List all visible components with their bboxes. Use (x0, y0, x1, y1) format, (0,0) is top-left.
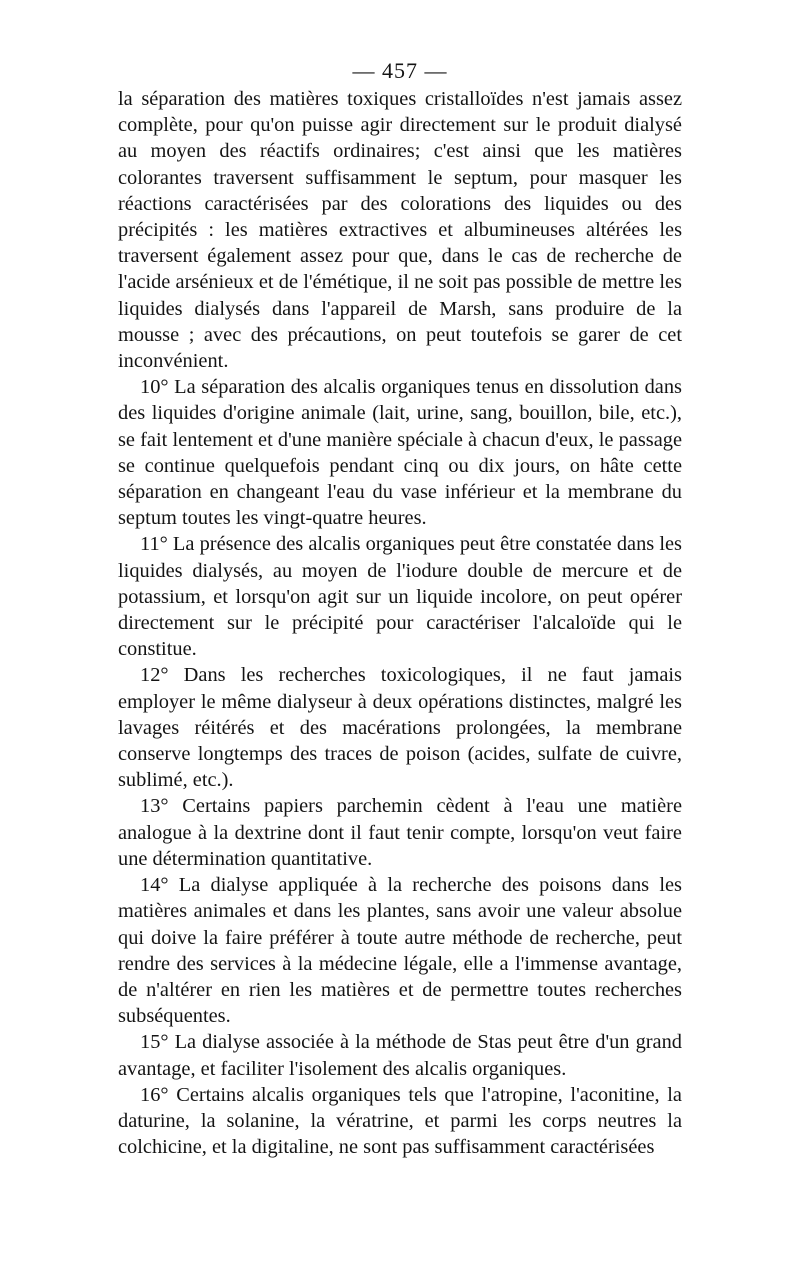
paragraph-12: 12° Dans les recherches toxicologiques, il ne faut jamais employer le même dialyseur à deux opérations distinctes, malgré les lavages réitérés et des macérations prolongées, la membrane conserve longtemps des traces de poison (acides, sulfate de cuivre, sublimé, etc.). (118, 664, 682, 792)
body-text (118, 86, 682, 1160)
paragraph-16: 16° Certains alcalis organiques tels que l'atropine, l'aconitine, la daturine, la solanine, la vératrine, et parmi les corps neutres la colchicine, et la digitaline, ne sont pas suffisamment caractérisées (118, 1083, 682, 1159)
paragraph-continuation: la séparation des matières toxiques cristalloïdes n'est jamais assez complète, pour qu'on puisse agir directement sur le produit dialysé au moyen des réactifs ordinaires; c'est ainsi que les matières colorantes traversent suffisamment le septum, pour masquer les réactions caractérisées par des colorations des liquides ou des précipités : les matières extractives et albumineuses altérées les traversent également assez pour que, dans le cas de recherche de l'acide arsénieux et de l'émétique, il ne soit pas possible de mettre les liquides dialysés dans l'appareil de Marsh, sans produire de la mousse ; avec des précautions, on peut toutefois se garer de cet inconvénient. (118, 88, 682, 373)
paragraph-14: 14° La dialyse appliquée à la recherche des poisons dans les matières animales et dans les plantes, sans avoir une valeur absolue qui doive la faire préférer à toute autre méthode de recherche, peut rendre des services à la médecine légale, elle a l'immense avantage, de n'altérer en rien les matières et de permettre toutes recherches subséquentes. (118, 874, 682, 1028)
paragraph-13: 13° Certains papiers parchemin cèdent à l'eau une matière analogue à la dextrine dont il faut tenir compte, lorsqu'on veut faire une détermination quantitative. (118, 795, 682, 870)
paragraph-11: 11° La présence des alcalis organiques peut être constatée dans les liquides dialysés, au moyen de l'iodure double de mercure et de potassium, et lorsqu'on agit sur un liquide incolore, on peut opérer directement sur le précipité pour caractériser l'alcaloïde qui le constitue. (118, 533, 682, 661)
paragraph-15: 15° La dialyse associée à la méthode de Stas peut être d'un grand avantage, et faciliter l'isolement des alcalis organiques. (118, 1031, 682, 1080)
page-number-header: — 457 — (352, 58, 448, 83)
paragraph-10: 10° La séparation des alcalis organiques tenus en dissolution dans des liquides d'origine animale (lait, urine, sang, bouillon, bile, etc.), se fait lentement et d'une manière spéciale à chacun d'eux, le passage se continue quelquefois pendant cinq ou dix jours, on hâte cette séparation en changeant l'eau du vase inférieur et la membrane du septum toutes les vingt-quatre heures. (118, 376, 682, 530)
